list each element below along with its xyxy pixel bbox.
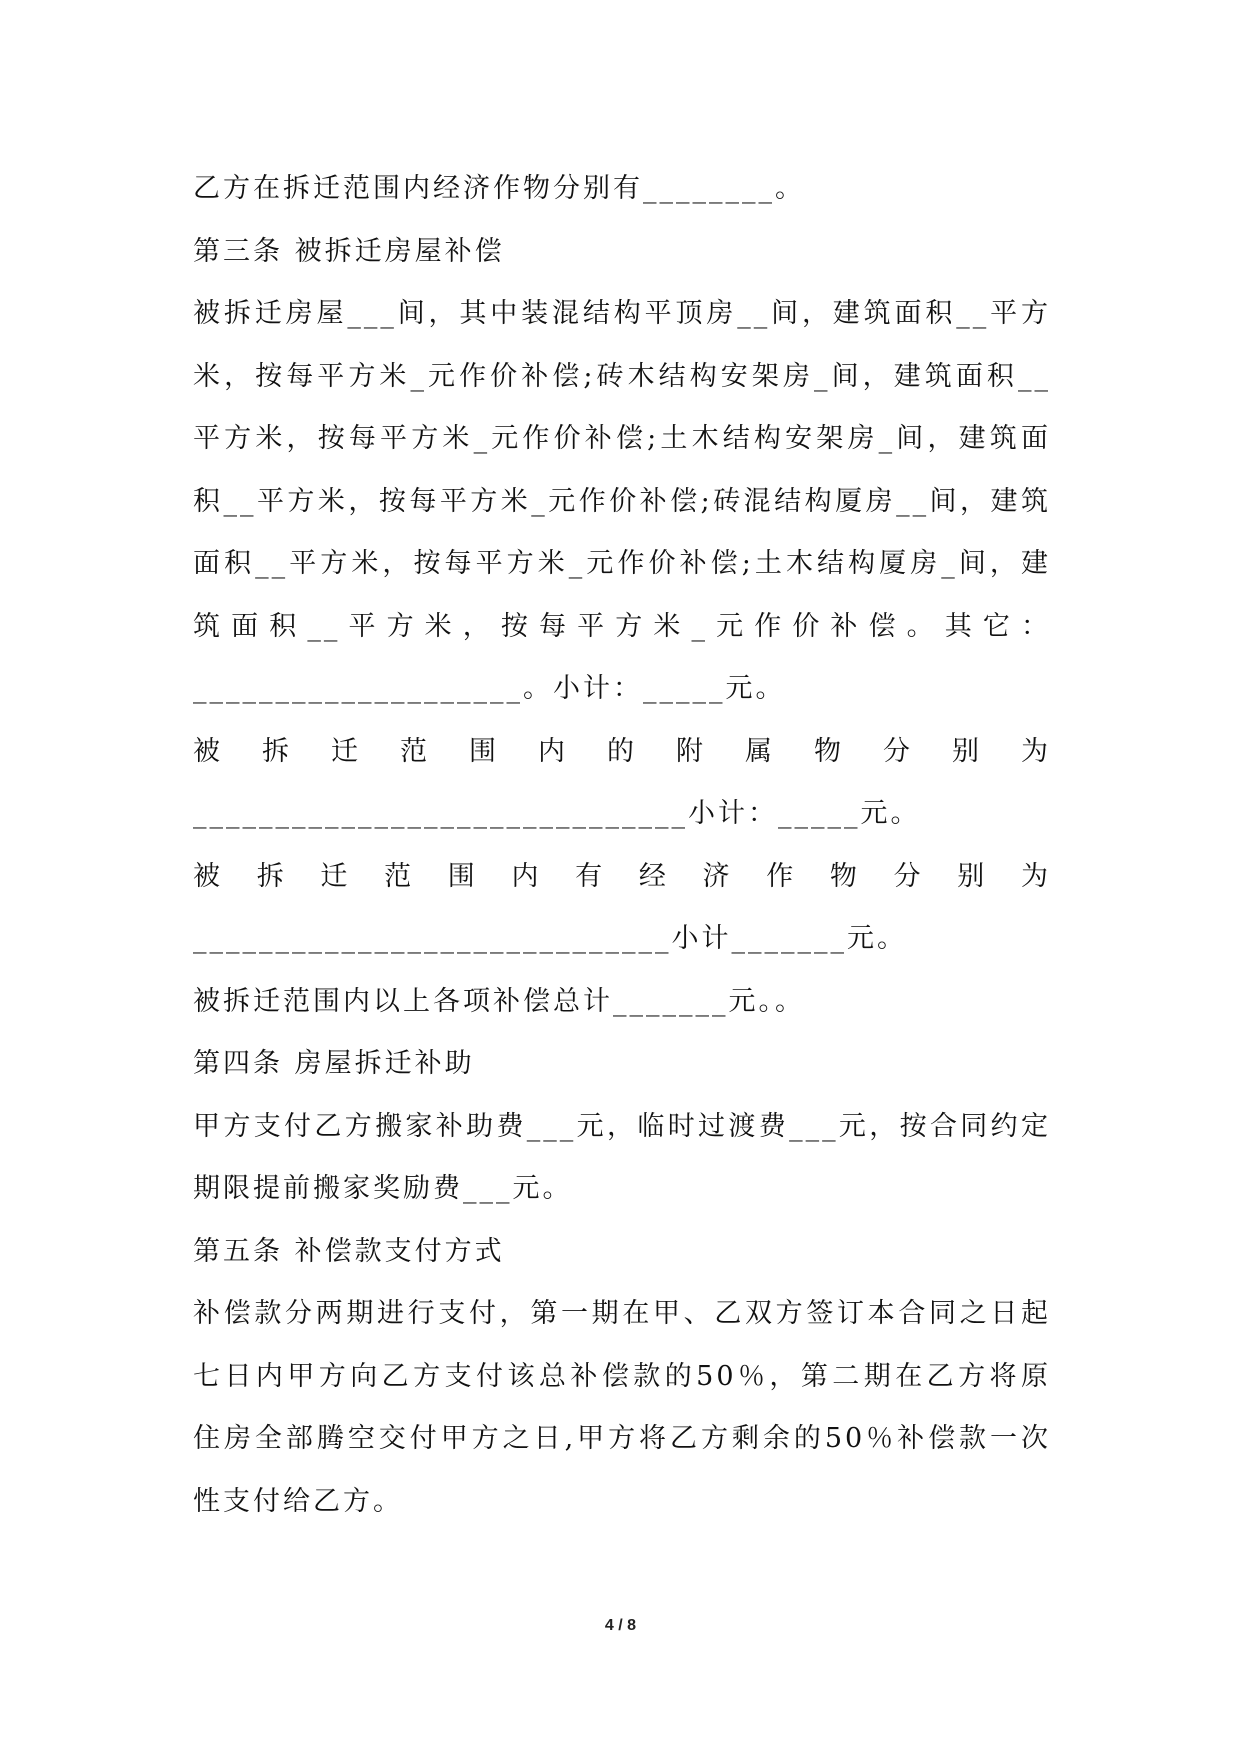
clause-text-line: 米，按每平方米_元作价补偿;砖木结构安架房_间，建筑面积__ (193, 360, 1051, 392)
clause-text-line: 乙方在拆迁范围内经济作物分别有________。 (193, 173, 805, 204)
clause-text-line: 被拆迁范围内以上各项补偿总计_______元。。 (193, 985, 805, 1017)
clause-text-line: 补偿款分两期进行支付，第一期在甲、乙双方签订本合同之日起 (193, 1298, 1051, 1329)
page-number: 4 / 8 (604, 1617, 637, 1634)
clause-text-line: 被拆迁范围内的附属物分别为 (193, 735, 1051, 767)
section-heading: 第四条 房屋拆迁补助 (193, 1048, 475, 1079)
section-heading: 第五条 补偿款支付方式 (193, 1235, 505, 1267)
clause-text-line: 面积__平方米，按每平方米_元作价补偿;土木结构厦房_间，建 (193, 548, 1051, 579)
clause-text-line: 住房全部腾空交付甲方之日,甲方将乙方剩余的50％补偿款一次 (193, 1423, 1051, 1454)
clause-text-line: 筑面积__平方米，按每平方米_元作价补偿。其它： (193, 610, 1051, 642)
clause-text-line: 期限提前搬家奖励费___元。 (193, 1173, 573, 1204)
section-heading: 第三条 被拆迁房屋补偿 (193, 235, 505, 267)
clause-text-line: ____________________。小计：_____元。 (193, 673, 786, 704)
clause-text-line: 被拆迁范围内有经济作物分别为 (193, 860, 1051, 892)
clause-text-line: ______________________________小计：_____元。 (193, 798, 921, 829)
clause-text-line: 积__平方米，按每平方米_元作价补偿;砖混结构厦房__间，建筑 (193, 485, 1051, 517)
document-body (193, 158, 1051, 1533)
clause-text-line: 七日内甲方向乙方支付该总补偿款的50％，第二期在乙方将原 (193, 1360, 1051, 1392)
clause-text-line: 被拆迁房屋___间，其中装混结构平顶房__间，建筑面积__平方 (193, 298, 1051, 329)
clause-text-line: 平方米，按每平方米_元作价补偿;土木结构安架房_间，建筑面 (193, 423, 1051, 454)
clause-text-line: 性支付给乙方。 (193, 1485, 403, 1517)
clause-text-line: 甲方支付乙方搬家补助费___元，临时过渡费___元，按合同约定 (193, 1110, 1051, 1142)
clause-text-line: _____________________________小计_______元。 (193, 923, 907, 954)
